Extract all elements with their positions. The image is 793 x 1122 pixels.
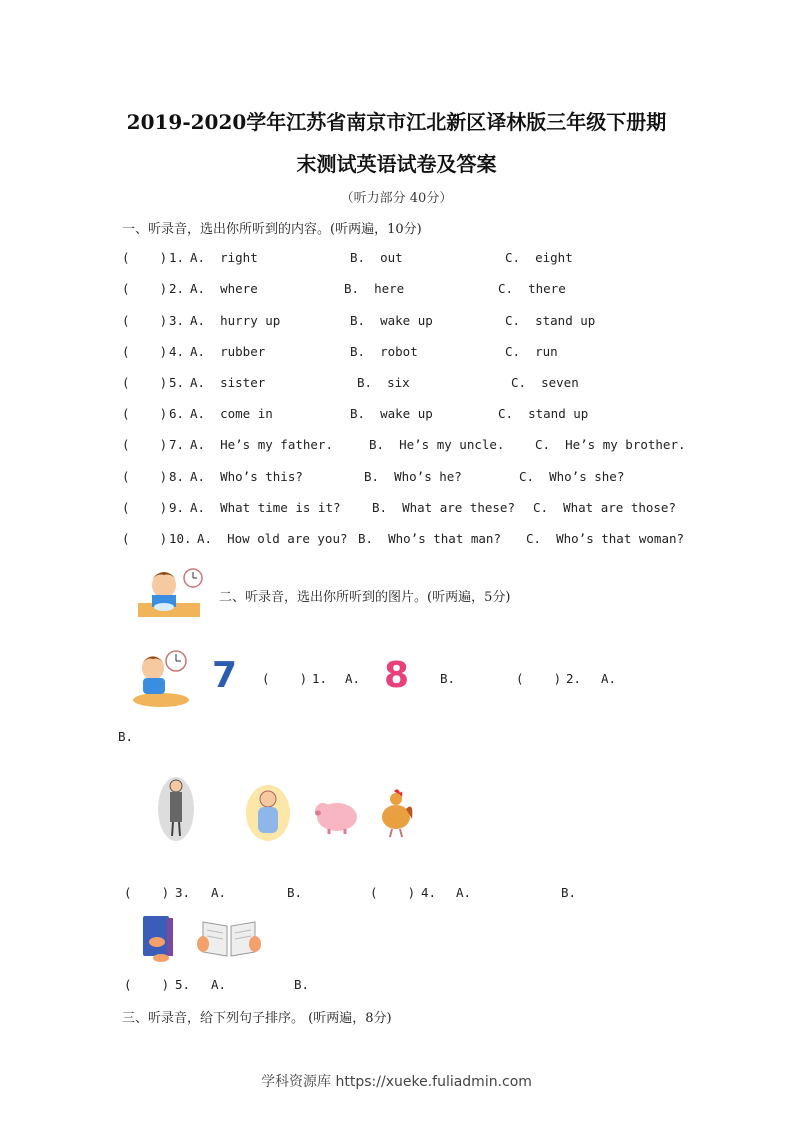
q2-number: 2. [566,671,582,686]
option-a: A. rubber [190,344,266,359]
option-c: C. What are those? [533,500,676,515]
option-b: B. robot [350,344,418,359]
option-c: C. Who’s she? [519,469,625,484]
option-a: A. where [190,281,258,296]
title-line-1: 2019-2020学年江苏省南京市江北新区译林版三年级下册期 [126,110,667,134]
answer-blank: ( ) [122,469,168,484]
option-c: C. stand up [498,406,589,421]
section-2-heading: 二、听录音，选出你所听到的图片。(听两遍，5分) [219,590,511,605]
option-b: B. He’s my uncle. [369,437,505,452]
question-number: 9. [169,500,185,515]
q1-blank: ( ) [262,671,308,686]
book-picture [139,914,179,966]
question-number: 4. [169,344,185,359]
subtitle: （听力部分 40分） [340,191,453,206]
baby-picture [244,784,292,842]
option-c: C. Who’s that woman? [526,531,685,546]
option-a: A. right [190,250,258,265]
option-b: B. Who’s that man? [358,531,501,546]
woman-picture [156,776,196,842]
title-line-2: 末测试英语试卷及答案 [296,152,497,176]
answer-blank: ( ) [122,437,168,452]
option-c: C. stand up [505,313,596,328]
option-b: B. here [344,281,405,296]
q5-blank: ( ) [124,977,170,992]
option-b: B. wake up [350,313,433,328]
answer-blank: ( ) [122,313,168,328]
option-a: A. hurry up [190,313,281,328]
q2-option-a: A. [601,671,617,686]
q4-number: 4. [421,885,437,900]
option-a: A. What time is it? [190,500,341,515]
answer-blank: ( ) [122,406,168,421]
question-number: 6. [169,406,185,421]
boy-clock-illustration-1 [136,567,206,621]
question-number: 3. [169,313,185,328]
option-c: C. eight [505,250,573,265]
section-3-heading: 三、听录音，给下列句子排序。 (听两遍，8分) [122,1011,392,1026]
answer-blank: ( ) [122,281,168,296]
answer-blank: ( ) [122,344,168,359]
answer-blank: ( ) [122,531,168,546]
q5-number: 5. [175,977,191,992]
question-number: 1. [169,250,185,265]
option-a: A. come in [190,406,273,421]
newspaper-picture [197,916,261,962]
q3-number: 3. [175,885,191,900]
option-c: C. there [498,281,566,296]
q3-option-a: A. [211,885,227,900]
q1-option-a: A. [345,671,361,686]
digit-seven-picture: 7 [212,655,238,696]
question-number: 2. [169,281,185,296]
q2-blank: ( ) [516,671,562,686]
boy-clock-illustration-2 [131,648,201,708]
q4-blank: ( ) [370,885,416,900]
section-1-heading: 一、听录音，选出你所听到的内容。(听两遍，10分) [122,222,422,237]
question-number: 5. [169,375,185,390]
option-c: C. He’s my brother. [535,437,686,452]
option-b: B. six [357,375,410,390]
option-b: B. wake up [350,406,433,421]
option-a: A. Who’s this? [190,469,303,484]
q4-option-a: A. [456,885,472,900]
answer-blank: ( ) [122,375,168,390]
q5-option-b: B. [294,977,310,992]
option-a: A. He’s my father. [190,437,333,452]
option-b: B. What are these? [372,500,515,515]
pig-picture [313,795,359,835]
question-number: 8. [169,469,185,484]
option-a: A. How old are you? [197,531,348,546]
rooster-picture [376,787,414,839]
option-a: A. sister [190,375,266,390]
q1-number: 1. [312,671,328,686]
option-b: B. Who’s he? [364,469,462,484]
q3-blank: ( ) [124,885,170,900]
answer-blank: ( ) [122,500,168,515]
q4-option-b: B. [561,885,577,900]
option-b: B. out [350,250,403,265]
question-number: 10. [169,531,192,546]
option-c: C. seven [511,375,579,390]
footer-watermark: 学科资源库 https://xueke.fuliadmin.com [261,1074,532,1090]
answer-blank: ( ) [122,250,168,265]
q2-option-b: B. [118,729,134,744]
option-c: C. run [505,344,558,359]
q1-option-b: B. [440,671,456,686]
q5-option-a: A. [211,977,227,992]
digit-eight-picture: 8 [384,655,410,696]
q3-option-b: B. [287,885,303,900]
question-number: 7. [169,437,185,452]
